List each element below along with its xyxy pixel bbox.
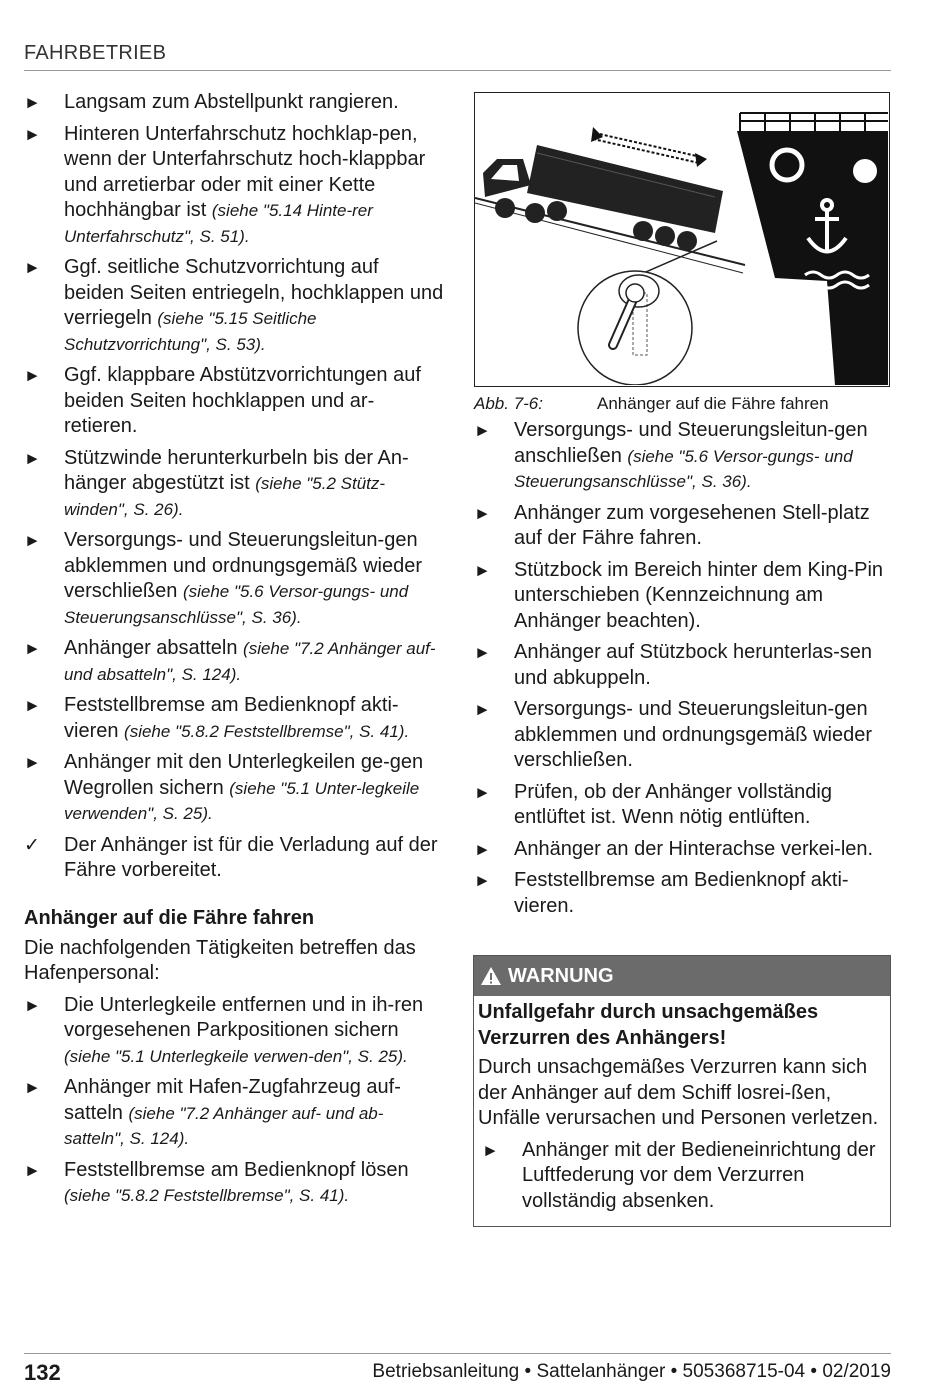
footer-document-info: Betriebsanleitung • Sattelanhänger • 505368715-04 • 02/2019 [372, 1361, 891, 1382]
cross-reference: (siehe "5.14 Hinte-rer Unterfahrschutz", S. 51). [64, 201, 373, 246]
warning-header [474, 956, 890, 996]
list-item [474, 837, 892, 863]
arrow-bullet-icon: ► [24, 1160, 41, 1180]
list-item [24, 993, 444, 1070]
motion-arrow [593, 133, 701, 163]
list-item [24, 255, 444, 357]
list-item-text: Stützbock im Bereich hinter dem King-Pin unterschieben (Kennzeichnung am Anhänger beachten). [514, 558, 884, 632]
figure-caption-text: Anhänger auf die Fähre fahren [597, 394, 829, 413]
list-item-text: Anhänger mit Hafen-Zugfahrzeug auf-satteln [64, 1076, 401, 1124]
list-item [24, 90, 444, 116]
list-item [474, 780, 892, 831]
footer-divider [24, 1353, 891, 1354]
list-item-text: Feststellbremse am Bedienknopf akti-vieren. [514, 869, 849, 917]
ferry-step-list [474, 418, 892, 919]
list-item-text: Langsam zum Abstellpunkt rangieren. [64, 91, 399, 113]
cross-reference: (siehe "7.2 Anhänger auf- und ab-satteln", S. 124). [64, 1103, 384, 1148]
list-item-text: Ggf. seitliche Schutzvorrichtung auf beiden Seiten entriegeln, hochklappen und verriegeln [64, 256, 444, 329]
list-item-text: Feststellbremse am Bedienknopf lösen [64, 1158, 409, 1181]
arrow-bullet-icon: ► [474, 839, 491, 859]
arrow-bullet-icon: ► [24, 753, 41, 772]
list-item-text: Anhänger absatteln [64, 637, 244, 659]
warning-action [478, 1138, 886, 1215]
list-item-text: Versorgungs- und Steuerungsleitun-gen anschließen [514, 419, 868, 467]
list-item-text: Anhänger mit den Unterlegkeilen ge-gen Wegrollen sichern [64, 751, 424, 799]
list-item [24, 446, 444, 523]
cross-reference: (siehe "5.6 Versor-gungs- und Steuerungsanschlüsse", S. 36). [64, 582, 409, 627]
list-item [24, 1158, 444, 1209]
arrow-bullet-icon: ► [482, 1140, 499, 1160]
list-item [24, 122, 444, 250]
list-item-text: Prüfen, ob der Anhänger vollständig entlüftet ist. Wenn nötig entlüften. [514, 780, 832, 828]
cross-reference: (siehe "5.6 Versor-gungs- und Steuerungsanschlüsse", S. 36). [514, 446, 853, 491]
list-item [24, 363, 444, 440]
list-item-text: Anhänger auf Stützbock herunterlas-sen und abkuppeln. [514, 641, 872, 689]
arrow-bullet-icon: ► [24, 93, 41, 112]
list-item [24, 833, 444, 884]
cross-reference: (siehe "5.1 Unterlegkeile verwen-den", S. 25). [64, 1046, 408, 1066]
arrow-bullet-icon: ► [474, 871, 491, 890]
list-item-text: Der Anhänger ist für die Verladung auf der Fähre vorbereitet. [64, 833, 438, 881]
harbour-step-list [24, 993, 444, 1209]
page-number: 132 [24, 1360, 61, 1385]
right-column [474, 418, 892, 925]
header-divider [24, 70, 891, 71]
cross-reference: (siehe "5.2 Stütz-winden", S. 26). [64, 474, 386, 519]
arrow-bullet-icon: ► [474, 700, 491, 719]
warning-label: WARNUNG [508, 964, 614, 987]
warning-triangle-icon [480, 966, 502, 986]
section-header: FAHRBETRIEB [24, 42, 167, 64]
warning-text: Durch unsachgemäßes Verzurren kann sich der Anhänger auf dem Schiff losrei-ßen, Unfälle verursachen und Personen verletzen. [478, 1056, 879, 1129]
arrow-bullet-icon: ► [474, 782, 491, 802]
warning-action-text: Anhänger mit der Bedieneinrichtung der Luftfederung vor dem Verzurren vollständig absenken. [522, 1138, 876, 1212]
list-item [24, 1075, 444, 1152]
arrow-bullet-icon: ► [24, 448, 41, 468]
cross-reference: (siehe "5.8.2 Feststellbremse", S. 41). [64, 1186, 350, 1205]
ship-railing [740, 113, 888, 131]
list-item-text: Anhänger zum vorgesehenen Stell-platz auf der Fähre fahren. [514, 501, 870, 549]
arrow-bullet-icon: ► [474, 421, 491, 440]
list-item-text: Hinteren Unterfahrschutz hochklap-pen, wenn der Unterfahrschutz hoch-klappbar und arretierbar oder mit einer Kette hochhängbar ist [64, 122, 426, 221]
intro-paragraph: Die nachfolgenden Tätigkeiten betreffen das Hafenpersonal: [24, 936, 416, 984]
figure-caption [474, 394, 829, 414]
list-item-text: Feststellbremse am Bedienknopf akti-vieren [64, 694, 399, 742]
list-item [24, 693, 444, 744]
ferry-loading-drawing [475, 93, 888, 385]
list-item [474, 418, 892, 495]
ferry-illustration [474, 92, 890, 387]
list-item [24, 636, 444, 687]
list-item [474, 697, 892, 774]
list-item-text: Stützwinde herunterkurbeln bis der An-hänger abgestützt ist [64, 446, 409, 494]
list-item [474, 868, 892, 919]
list-item-text: Die Unterlegkeile entfernen und in ih-ren vorgesehenen Parkpositionen sichern [64, 993, 424, 1041]
arrow-bullet-icon: ► [24, 258, 41, 277]
arrow-bullet-icon: ► [24, 366, 41, 385]
figure-label: Abb. 7-6: [474, 394, 543, 413]
arrow-bullet-icon: ► [24, 696, 41, 715]
list-item [474, 501, 892, 552]
list-item-text: Versorgungs- und Steuerungsleitun-gen abklemmen und ordnungsgemäß wieder verschließen. [514, 698, 872, 771]
arrow-bullet-icon: ► [474, 643, 491, 662]
left-column [24, 90, 444, 1215]
porthole-icon [853, 159, 877, 183]
cross-reference: (siehe "5.8.2 Feststellbremse", S. 41). [124, 721, 410, 741]
arrow-bullet-icon: ► [24, 995, 41, 1015]
cross-reference: (siehe "5.15 Seitliche Schutzvorrichtung", S. 53). [64, 309, 317, 354]
warning-title: Unfallgefahr durch unsachgemäßes Verzurren des Anhängers! [478, 1001, 819, 1049]
list-item-text: Versorgungs- und Steuerungsleitun-gen abklemmen und ordnungsgemäß wieder verschließen [64, 529, 422, 602]
arrow-bullet-icon: ► [474, 503, 491, 523]
arrow-bullet-icon: ► [24, 124, 41, 144]
arrow-bullet-icon: ► [474, 560, 491, 580]
list-item [474, 640, 892, 691]
warning-box [473, 955, 891, 1227]
list-item [24, 750, 444, 827]
list-item [474, 558, 892, 635]
preparation-step-list [24, 90, 444, 884]
checkmark-icon: ✓ [24, 834, 40, 856]
arrow-bullet-icon: ► [24, 531, 41, 550]
list-item-text: Ggf. klappbare Abstützvorrichtungen auf beiden Seiten hochklappen und ar-retieren. [64, 364, 421, 437]
arrow-bullet-icon: ► [24, 639, 41, 658]
subheading: Anhänger auf die Fähre fahren [24, 906, 315, 929]
list-item [24, 528, 444, 630]
arrow-bullet-icon: ► [24, 1078, 41, 1097]
list-item-text: Anhänger an der Hinterachse verkei-len. [514, 837, 874, 860]
cross-reference: (siehe "5.1 Unter-legkeile verwenden", S. 25). [64, 778, 420, 823]
cross-reference: (siehe "7.2 Anhänger auf- und absatteln", S. 124). [64, 639, 436, 684]
